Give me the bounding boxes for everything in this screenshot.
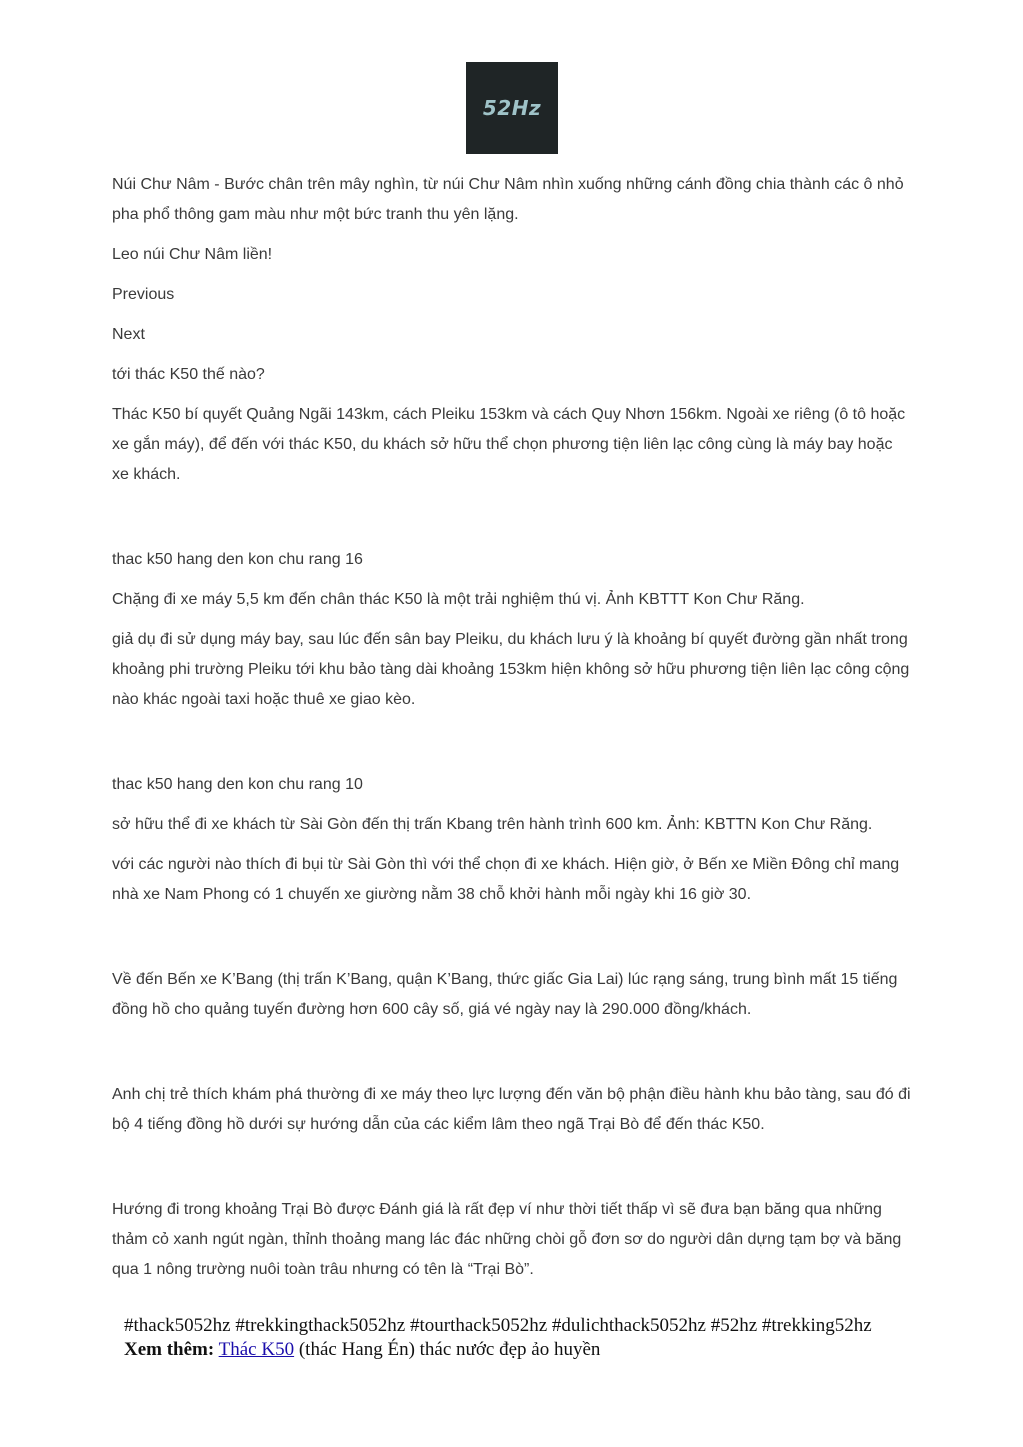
site-logo (466, 62, 558, 154)
see-more-label: Xem thêm: (124, 1339, 215, 1360)
intro-paragraph: Núi Chư Nâm - Bước chân trên mây nghìn, từ núi Chư Nâm nhìn xuống những cánh đồng chia thành các ô nhỏ pha phổ thông gam màu như một bức tranh thu yên lặng. (112, 176, 904, 223)
body-paragraph: Thác K50 bí quyết Quảng Ngãi 143km, cách Pleiku 153km và cách Quy Nhơn 156km. Ngoài xe riêng (ô tô hoặc xe gắn máy), để đến với thác K50, du khách sở hữu thể chọn phương tiện liên lạc công cùng là máy bay hoặc xe khách. (112, 406, 906, 483)
logo-text: 52Hz (482, 96, 542, 120)
body-paragraph: với các người nào thích đi bụi từ Sài Gòn thì với thể chọn đi xe khách. Hiện giờ, ở Bến xe Miền Đông chỉ mang nhà xe Nam Phong có 1 chuyến xe giường nằm 38 chỗ khởi hành mỗi ngày khi 16 giờ 30. (112, 856, 900, 903)
body-paragraph: Hướng đi trong khoảng Trại Bò được Đánh giá là rất đẹp ví như thời tiết thấp vì sẽ đưa bạn băng qua những thảm cỏ xanh ngút ngàn, thỉnh thoảng mang lác đác những chòi gỗ đơn sơ do người dân dựng tạm bợ và băng qua 1 nông trường nuôi toàn trâu nhưng có tên là “Trại Bò”. (112, 1201, 902, 1278)
image-caption-title: thac k50 hang den kon chu rang 10 (112, 776, 363, 793)
image-caption: Chặng đi xe máy 5,5 km đến chân thác K50 là một trải nghiệm thú vị. Ảnh KBTTT Kon Chư Răng. (112, 591, 805, 608)
hashtags: #thack5052hz #trekkingthack5052hz #tourthack5052hz #dulichthack5052hz #52hz #trekking52hz (124, 1315, 872, 1336)
previous-link[interactable]: Previous (112, 286, 175, 303)
body-paragraph: giả dụ đi sử dụng máy bay, sau lúc đến sân bay Pleiku, du khách lưu ý là khoảng bí quyết đường gần nhất trong khoảng phi trường Pleiku tới khu bảo tàng dài khoảng 153km hiện không sở hữu phương tiện liên lạc công cộng nào khác ngoài taxi hoặc thuê xe giao kèo. (112, 631, 910, 708)
next-link[interactable]: Next (112, 326, 145, 343)
body-paragraph: Về đến Bến xe K’Bang (thị trấn K’Bang, quận K’Bang, thức giấc Gia Lai) lúc rạng sáng, trung bình mất 15 tiếng đồng hồ cho quảng tuyến đường hơn 600 cây số, giá vé ngày nay là 290.000 đồng/khách. (112, 971, 898, 1018)
section-heading: tới thác K50 thế nào? (112, 366, 265, 383)
article-body (112, 170, 912, 1285)
footer-block (124, 1314, 904, 1362)
see-more-suffix: (thác Hang Én) thác nước đẹp ảo huyền (294, 1339, 601, 1360)
body-paragraph: Anh chị trẻ thích khám phá thường đi xe máy theo lực lượng đến văn bộ phận điều hành khu bảo tàng, sau đó đi bộ 4 tiếng đồng hồ dưới sự hướng dẫn của các kiểm lâm theo ngã Trại Bò để đến thác K50. (112, 1086, 911, 1133)
see-more-line (124, 1338, 904, 1362)
climb-link-text[interactable]: Leo núi Chư Nâm liền! (112, 246, 273, 263)
image-caption: sở hữu thể đi xe khách từ Sài Gòn đến thị trấn Kbang trên hành trình 600 km. Ảnh: KBTTN Kon Chư Răng. (112, 816, 873, 833)
image-caption-title: thac k50 hang den kon chu rang 16 (112, 551, 363, 568)
thac-k50-link[interactable]: Thác K50 (218, 1339, 295, 1360)
